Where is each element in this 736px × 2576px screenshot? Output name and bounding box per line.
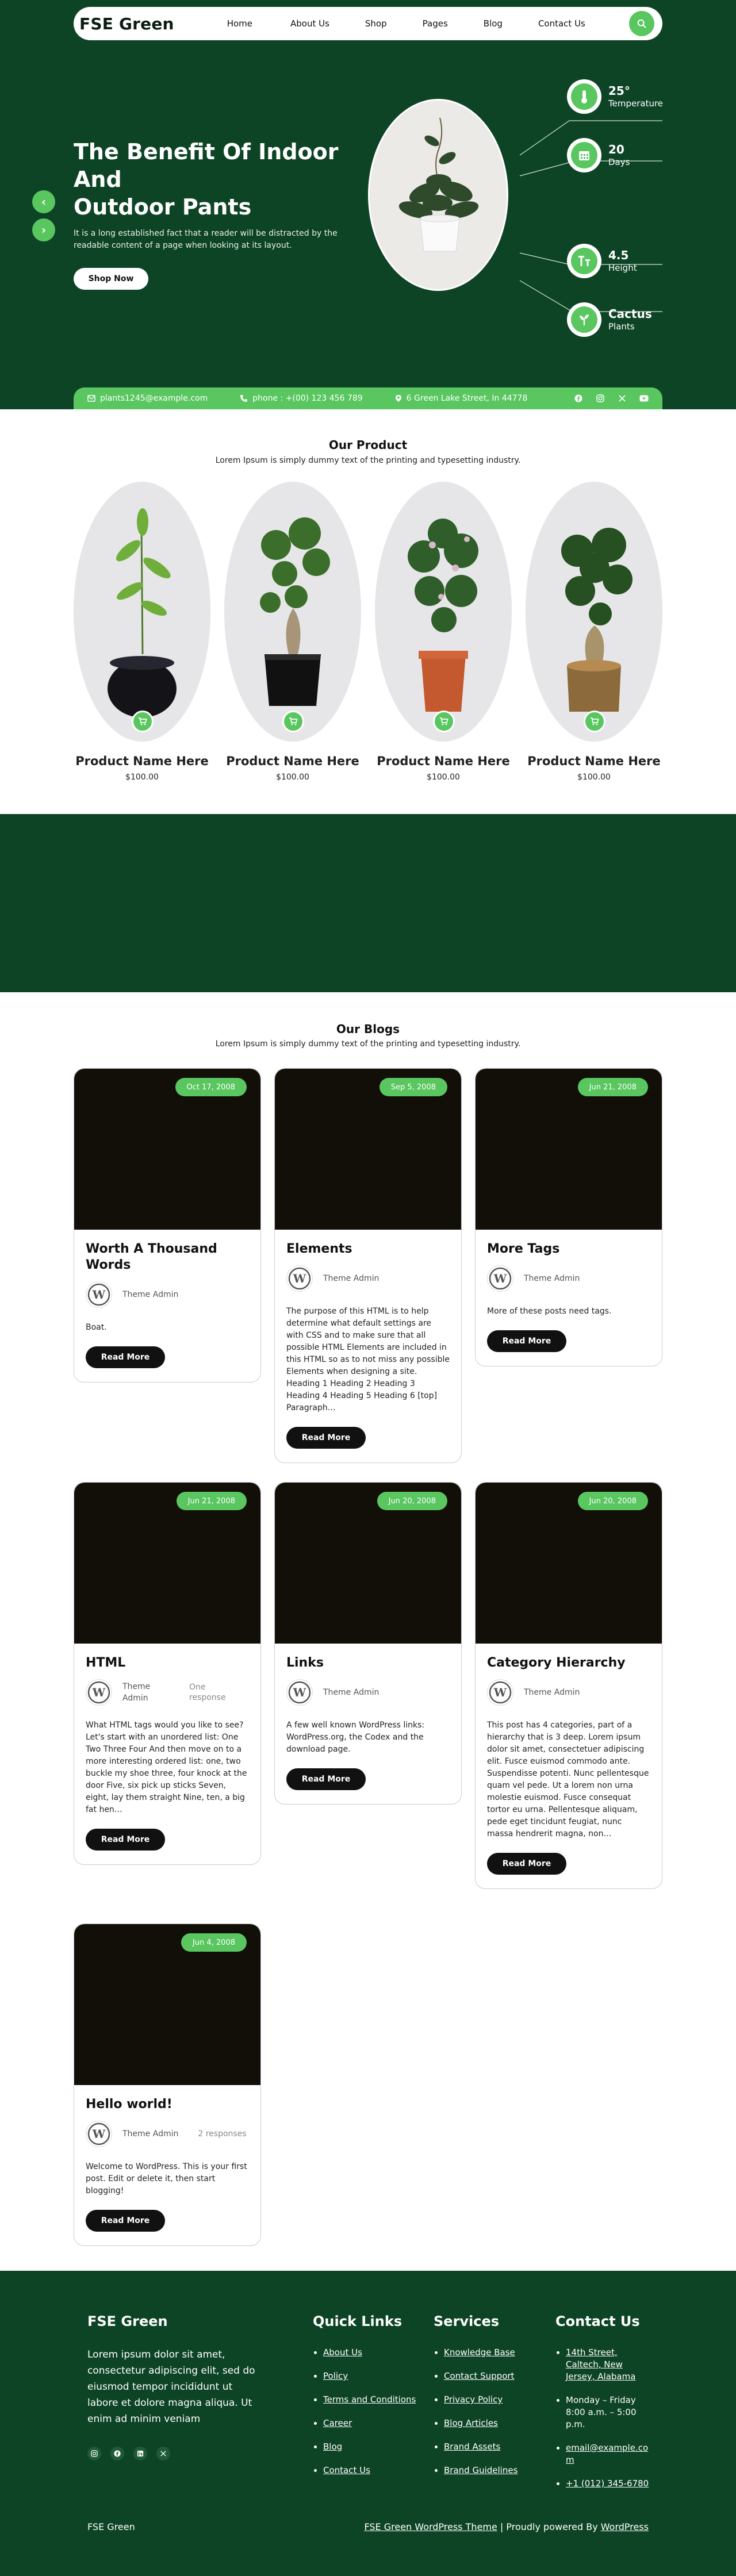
footer-link-career[interactable]: Career bbox=[323, 2418, 352, 2428]
nav-link-shop[interactable]: Shop bbox=[365, 18, 387, 29]
blog-card bbox=[74, 1068, 261, 1383]
nav-link-home[interactable]: Home bbox=[227, 18, 252, 29]
blog-author[interactable]: Theme Admin bbox=[524, 1688, 580, 1697]
blog-title[interactable]: Links bbox=[286, 1656, 324, 1670]
blog-title[interactable]: More Tags bbox=[487, 1242, 560, 1256]
youtube-icon[interactable] bbox=[639, 394, 649, 403]
theme-credit-link[interactable]: FSE Green WordPress Theme bbox=[364, 2521, 497, 2532]
blog-date-badge: Sep 5, 2008 bbox=[379, 1078, 447, 1096]
contact-list bbox=[555, 2347, 653, 2490]
blog-title[interactable]: Worth A Thousand Words bbox=[86, 1242, 217, 1272]
blog-excerpt: This post has 4 categories, part of a hierarchy that is 3 deep. Lorem ipsum dolor sit amet, consectetuer adipiscing elit. Fusce euismod commodo ante. Suspendisse potenti. Nunc pellentesque quam vel pede. Ut a lorem non urna molestie euismod. Fusce consequat tortor eu urna. Pellentesque aliquam, pede eget tincidunt feugiat, nunc massa hendrerit magna, non… bbox=[487, 1721, 649, 1838]
site-logo[interactable]: FSE Green bbox=[79, 14, 174, 33]
blog-title[interactable]: HTML bbox=[86, 1656, 126, 1670]
blog-author[interactable]: Theme Admin bbox=[323, 1274, 379, 1283]
wordpress-icon bbox=[489, 1681, 512, 1704]
chevron-right-icon: › bbox=[41, 223, 47, 237]
hero-description: It is a long established fact that a reader will be distracted by the readable content of a page when looking at its layout. bbox=[74, 229, 338, 250]
blog-excerpt: Boat. bbox=[86, 1323, 107, 1332]
quick-links-list bbox=[313, 2347, 416, 2477]
facebook-icon[interactable] bbox=[574, 394, 583, 403]
footer-brand: FSE Green bbox=[87, 2313, 168, 2329]
wordpress-icon bbox=[288, 1681, 311, 1704]
add-to-cart-button[interactable] bbox=[433, 711, 455, 732]
avatar bbox=[86, 2121, 112, 2147]
blog-thumbnail[interactable] bbox=[74, 1483, 260, 1644]
slider-next-button[interactable] bbox=[32, 218, 55, 241]
nav-link-pages[interactable]: Pages bbox=[422, 18, 448, 29]
blog-author[interactable]: Theme Admin bbox=[323, 1688, 379, 1697]
read-more-button[interactable]: Read More bbox=[487, 1853, 566, 1875]
footer-link-brand-guidelines[interactable]: Brand Guidelines bbox=[444, 2465, 518, 2475]
blog-meta bbox=[487, 1679, 650, 1706]
footer-link-brand-assets[interactable]: Brand Assets bbox=[444, 2441, 501, 2452]
services-heading: Services bbox=[434, 2313, 500, 2329]
header-social-links bbox=[574, 394, 649, 403]
phone-icon bbox=[240, 394, 248, 402]
stat-plants bbox=[567, 302, 652, 337]
blog-excerpt: A few well known WordPress links: WordPress.org, the Codex and the download page. bbox=[286, 1721, 425, 1754]
blog-author[interactable]: Theme Admin bbox=[122, 1682, 151, 1703]
avatar bbox=[487, 1265, 513, 1292]
stat-plants-value: Cactus bbox=[608, 307, 652, 321]
blog-author[interactable]: Theme Admin bbox=[122, 1290, 179, 1299]
blog-title[interactable]: Hello world! bbox=[86, 2097, 172, 2112]
product-price: $100.00 bbox=[276, 773, 309, 782]
stat-temperature-value: 25° bbox=[608, 84, 630, 98]
blog-replies[interactable]: 2 responses bbox=[198, 2129, 247, 2139]
stat-height bbox=[567, 244, 637, 278]
linkedin-icon[interactable] bbox=[133, 2447, 147, 2460]
product-price: $100.00 bbox=[577, 773, 611, 782]
footer-credits: FSE Green WordPress Theme | Proudly powered By WordPress bbox=[364, 2521, 649, 2532]
svg-text:W: W bbox=[493, 1686, 507, 1699]
avatar bbox=[86, 1281, 112, 1308]
wordpress-icon bbox=[87, 1681, 110, 1704]
plant-icon bbox=[578, 313, 591, 326]
avatar bbox=[86, 1679, 112, 1706]
cart-icon bbox=[439, 717, 448, 726]
blog-date-badge: Jun 20, 2008 bbox=[578, 1492, 648, 1510]
footer-link-terms[interactable]: Terms and Conditions bbox=[323, 2394, 416, 2405]
blog-date-badge: Jun 20, 2008 bbox=[377, 1492, 447, 1510]
svg-text:W: W bbox=[293, 1272, 306, 1285]
green-banner-section bbox=[0, 814, 736, 992]
blog-card bbox=[475, 1482, 662, 1889]
product-image bbox=[375, 482, 512, 742]
blog-author[interactable]: Theme Admin bbox=[524, 1274, 580, 1283]
product-price: $100.00 bbox=[125, 773, 159, 782]
blog-thumbnail[interactable] bbox=[275, 1483, 461, 1644]
read-more-button[interactable]: Read More bbox=[487, 1330, 566, 1352]
avatar bbox=[487, 1679, 513, 1706]
blog-meta bbox=[286, 1265, 450, 1292]
calendar-icon bbox=[578, 149, 591, 162]
footer-link-contact-support[interactable]: Contact Support bbox=[444, 2371, 515, 2381]
blog-thumbnail[interactable] bbox=[275, 1069, 461, 1230]
hero-plant-image bbox=[368, 99, 508, 291]
footer-services-column bbox=[434, 2313, 518, 2488]
instagram-icon[interactable] bbox=[87, 2447, 101, 2460]
product-image bbox=[74, 482, 210, 742]
blog-meta bbox=[286, 1679, 450, 1706]
footer-link-blog[interactable]: Blog bbox=[323, 2441, 343, 2452]
facebook-icon[interactable] bbox=[110, 2447, 124, 2460]
product-image bbox=[224, 482, 361, 742]
blog-card bbox=[274, 1482, 462, 1805]
stat-days bbox=[567, 138, 630, 172]
wordpress-credit-link[interactable]: WordPress bbox=[600, 2521, 649, 2532]
stat-temperature-label: Temperature bbox=[608, 98, 664, 109]
product-image bbox=[526, 482, 662, 742]
blogs-section-title: Our Blogs bbox=[336, 1022, 400, 1036]
x-twitter-icon[interactable] bbox=[618, 394, 627, 403]
stat-temperature bbox=[567, 79, 663, 114]
blog-thumbnail[interactable] bbox=[476, 1069, 662, 1230]
shop-now-button[interactable]: Shop Now bbox=[74, 268, 148, 290]
stat-days-label: Days bbox=[608, 157, 630, 167]
blog-meta bbox=[86, 1679, 249, 1706]
wordpress-icon bbox=[87, 1283, 110, 1306]
blog-thumbnail[interactable] bbox=[74, 1924, 260, 2085]
search-icon bbox=[637, 18, 647, 29]
blog-excerpt: Welcome to WordPress. This is your first post. Edit or delete it, then start blogging! bbox=[86, 2162, 247, 2195]
avatar bbox=[286, 1679, 313, 1706]
footer-bottom-bar bbox=[87, 2521, 649, 2532]
product-card[interactable] bbox=[375, 482, 512, 782]
footer-about-column bbox=[87, 2313, 260, 2460]
nav-link-blog[interactable]: Blog bbox=[483, 18, 503, 29]
stat-height-label: Height bbox=[608, 263, 637, 273]
nav-links bbox=[227, 18, 585, 29]
footer-link-contact[interactable]: Contact Us bbox=[323, 2465, 370, 2475]
footer-address[interactable]: 14th Street, Caltech, New Jersey, Alabama bbox=[566, 2347, 636, 2382]
hero-title: The Benefit Of Indoor And Outdoor Pants bbox=[74, 139, 339, 220]
footer-link-policy[interactable]: Policy bbox=[323, 2371, 348, 2381]
product-card[interactable] bbox=[224, 482, 361, 782]
blog-card bbox=[274, 1068, 462, 1463]
footer-link-privacy-policy[interactable]: Privacy Policy bbox=[444, 2394, 503, 2405]
footer-about-text: Lorem ipsum dolor sit amet, consectetur adipiscing elit, sed do eiusmod tempor incididunt ut labore et dolore magna aliqua. Ut enim ad minim veniam bbox=[87, 2349, 255, 2425]
stat-plants-label: Plants bbox=[608, 321, 635, 332]
footer-email[interactable]: email@example.com bbox=[566, 2443, 649, 2465]
products-section-subtitle: Lorem Ipsum is simply dummy text of the printing and typesetting industry. bbox=[215, 456, 521, 465]
blog-meta bbox=[86, 1281, 249, 1308]
nav-link-about[interactable]: About Us bbox=[290, 18, 329, 29]
cart-icon bbox=[590, 717, 599, 726]
blog-title[interactable]: Category Hierarchy bbox=[487, 1656, 626, 1670]
product-name[interactable]: Product Name Here bbox=[75, 754, 209, 768]
product-card[interactable] bbox=[526, 482, 662, 782]
nav-link-contact[interactable]: Contact Us bbox=[538, 18, 585, 29]
site-footer bbox=[0, 2271, 736, 2576]
info-address[interactable]: 6 Green Lake Street, In 44778 bbox=[395, 394, 528, 403]
contact-heading: Contact Us bbox=[555, 2313, 640, 2329]
blog-replies[interactable]: One response bbox=[189, 1683, 226, 1702]
footer-quick-links-column bbox=[313, 2313, 416, 2488]
location-pin-icon bbox=[395, 394, 402, 402]
svg-text:W: W bbox=[92, 2127, 106, 2141]
blog-meta bbox=[86, 2121, 249, 2147]
hero-section bbox=[0, 0, 736, 409]
add-to-cart-button[interactable] bbox=[584, 711, 605, 732]
blog-thumbnail[interactable] bbox=[476, 1483, 662, 1644]
instagram-icon[interactable] bbox=[596, 394, 605, 403]
blog-meta bbox=[487, 1265, 650, 1292]
top-navbar bbox=[74, 7, 662, 40]
footer-link-blog-articles[interactable]: Blog Articles bbox=[444, 2418, 498, 2428]
chevron-left-icon: ‹ bbox=[41, 195, 47, 209]
info-email[interactable]: plants1245@example.com bbox=[87, 394, 208, 403]
footer-copyright-brand: FSE Green bbox=[87, 2521, 135, 2532]
email-icon bbox=[87, 394, 95, 402]
read-more-button[interactable]: Read More bbox=[86, 2210, 165, 2232]
avatar bbox=[286, 1265, 313, 1292]
slider-prev-button[interactable] bbox=[32, 190, 55, 213]
wordpress-icon bbox=[489, 1267, 512, 1290]
footer-link-knowledge-base[interactable]: Knowledge Base bbox=[444, 2347, 515, 2358]
wordpress-icon bbox=[288, 1267, 311, 1290]
svg-text:W: W bbox=[493, 1272, 507, 1285]
products-section-title: Our Product bbox=[328, 438, 408, 452]
footer-phone[interactable]: +1 (012) 345-6780 bbox=[566, 2478, 649, 2489]
read-more-button[interactable]: Read More bbox=[286, 1427, 366, 1449]
product-name[interactable]: Product Name Here bbox=[226, 754, 359, 768]
quick-links-heading: Quick Links bbox=[313, 2313, 402, 2329]
wordpress-icon bbox=[87, 2122, 110, 2145]
services-list bbox=[434, 2347, 518, 2477]
blog-date-badge: Jun 21, 2008 bbox=[177, 1492, 247, 1510]
cart-icon bbox=[138, 717, 147, 726]
blog-date-badge: Jun 21, 2008 bbox=[578, 1078, 648, 1096]
blog-thumbnail[interactable] bbox=[74, 1069, 260, 1230]
footer-hours: Monday – Friday 8:00 a.m. – 5:00 p.m. bbox=[566, 2395, 637, 2429]
product-price: $100.00 bbox=[427, 773, 460, 782]
product-card[interactable] bbox=[74, 482, 210, 782]
blog-card bbox=[74, 1924, 261, 2246]
cart-icon bbox=[289, 717, 298, 726]
read-more-button[interactable]: Read More bbox=[86, 1346, 165, 1368]
product-name[interactable]: Product Name Here bbox=[377, 754, 510, 768]
blogs-section-subtitle: Lorem Ipsum is simply dummy text of the printing and typesetting industry. bbox=[215, 1039, 521, 1049]
blog-author[interactable]: Theme Admin bbox=[122, 2129, 179, 2139]
svg-text:W: W bbox=[92, 1288, 106, 1302]
footer-contact-column bbox=[555, 2313, 653, 2501]
add-to-cart-button[interactable] bbox=[282, 711, 304, 732]
blog-excerpt: What HTML tags would you like to see? Let's start with an unordered list: One Two Three Four And then move on to a more interesting ordered list: one, two buckle my shoe three, four knock at the door Five, six pick up sticks Seven, eight, lay them straight Nine, ten, a big fat hen… bbox=[86, 1721, 247, 1814]
svg-text:W: W bbox=[293, 1686, 306, 1699]
blog-card bbox=[74, 1482, 261, 1865]
stat-height-value: 4.5 bbox=[608, 248, 629, 262]
blog-excerpt: The purpose of this HTML is to help determine what default settings are with CSS and to make sure that all possible HTML Elements are included in this HTML so as to not miss any possible Elements when designing a site. Heading 1 Heading 2 Heading 3 Heading 4 Heading 5 Heading 6 [top] Paragraph… bbox=[286, 1307, 450, 1412]
footer-social-links bbox=[87, 2447, 260, 2460]
read-more-button[interactable]: Read More bbox=[86, 1829, 165, 1851]
search-button[interactable] bbox=[629, 11, 654, 36]
x-twitter-icon[interactable] bbox=[156, 2447, 170, 2460]
blog-date-badge: Oct 17, 2008 bbox=[175, 1078, 247, 1096]
height-icon bbox=[577, 255, 591, 267]
info-phone[interactable]: phone : +(00) 123 456 789 bbox=[240, 394, 362, 403]
footer-link-about[interactable]: About Us bbox=[323, 2347, 362, 2358]
thermometer-icon bbox=[578, 89, 590, 104]
read-more-button[interactable]: Read More bbox=[286, 1768, 366, 1790]
blog-excerpt: More of these posts need tags. bbox=[487, 1307, 612, 1316]
blog-date-badge: Jun 4, 2008 bbox=[181, 1933, 247, 1952]
stat-days-value: 20 bbox=[608, 143, 624, 156]
product-name[interactable]: Product Name Here bbox=[527, 754, 661, 768]
add-to-cart-button[interactable] bbox=[132, 711, 154, 732]
product-list bbox=[74, 482, 662, 782]
svg-text:W: W bbox=[92, 1686, 106, 1699]
contact-info-bar bbox=[74, 387, 662, 409]
blog-card bbox=[475, 1068, 662, 1366]
blog-title[interactable]: Elements bbox=[286, 1242, 352, 1256]
